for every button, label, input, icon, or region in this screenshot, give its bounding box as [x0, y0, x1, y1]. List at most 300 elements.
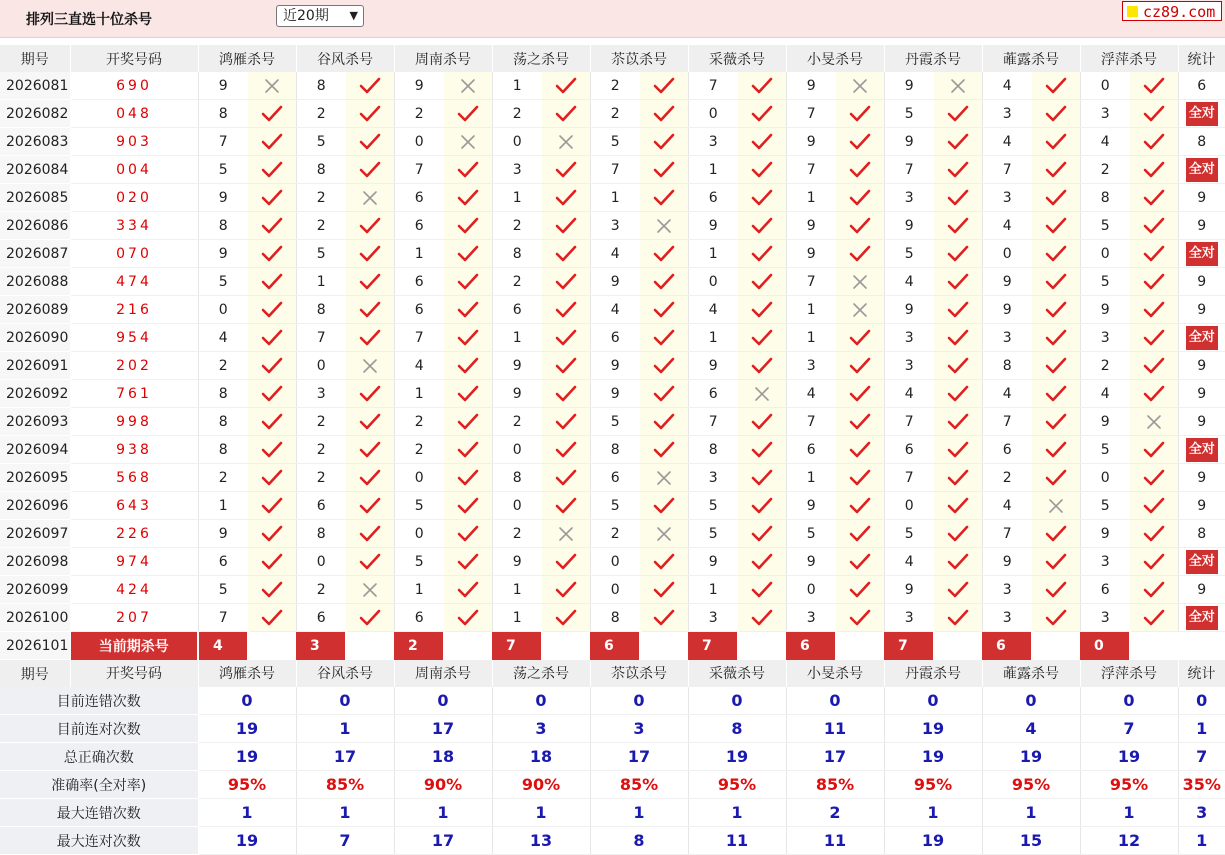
check-icon — [640, 240, 688, 268]
current-row — [0, 632, 1225, 660]
issue-number: 2026085 — [0, 184, 70, 212]
check-icon — [1130, 240, 1178, 268]
kill-number: 9 — [786, 212, 836, 240]
check-icon — [640, 548, 688, 576]
check-icon — [738, 352, 786, 380]
check-icon — [1130, 520, 1178, 548]
check-icon — [836, 492, 884, 520]
all-correct-badge: 全对 — [1186, 438, 1218, 462]
col-header-expert: 采薇杀号 — [688, 660, 786, 688]
kill-number: 1 — [786, 296, 836, 324]
row-stat — [1178, 604, 1225, 632]
kill-number: 5 — [394, 548, 444, 576]
stats-value: 11 — [688, 827, 786, 855]
draw-number: 903 — [70, 128, 198, 156]
stats-value: 2 — [786, 799, 884, 827]
kill-number: 6 — [492, 296, 542, 324]
stats-value: 0 — [982, 687, 1080, 715]
table-row — [0, 548, 1225, 576]
cross-icon — [836, 296, 884, 324]
check-icon — [640, 296, 688, 324]
issue-number: 2026087 — [0, 240, 70, 268]
brand-logo[interactable] — [1122, 1, 1222, 21]
stats-value: 3 — [492, 715, 590, 743]
kill-number: 8 — [296, 156, 346, 184]
kill-number: 3 — [982, 184, 1032, 212]
check-icon — [934, 184, 982, 212]
kill-number: 1 — [688, 156, 738, 184]
col-header-expert: 荡之杀号 — [492, 45, 590, 72]
kill-number: 6 — [590, 464, 640, 492]
stats-value: 19 — [884, 715, 982, 743]
check-icon — [542, 296, 590, 324]
kill-number: 7 — [786, 100, 836, 128]
kill-number: 7 — [884, 464, 934, 492]
col-header-expert: 谷风杀号 — [296, 660, 394, 688]
kill-number: 2 — [296, 184, 346, 212]
stats-value: 17 — [590, 743, 688, 771]
check-icon — [542, 324, 590, 352]
stats-value: 85% — [590, 771, 688, 799]
draw-number: 207 — [70, 604, 198, 632]
table-row — [0, 520, 1225, 548]
col-header-draw: 开奖号码 — [70, 660, 198, 688]
kill-number: 7 — [590, 156, 640, 184]
check-icon — [1130, 72, 1178, 100]
current-gap — [738, 632, 786, 660]
kill-number: 9 — [1080, 520, 1130, 548]
kill-number: 2 — [492, 408, 542, 436]
stats-value: 1 — [296, 799, 394, 827]
col-header-expert: 荡之杀号 — [492, 660, 590, 688]
check-icon — [542, 576, 590, 604]
cross-icon — [542, 520, 590, 548]
stats-value: 1 — [884, 799, 982, 827]
all-correct-badge: 全对 — [1186, 158, 1218, 182]
kill-number: 9 — [198, 72, 248, 100]
check-icon — [836, 212, 884, 240]
check-icon — [1032, 128, 1080, 156]
col-header-stat: 统计 — [1178, 45, 1225, 72]
kill-number: 3 — [688, 128, 738, 156]
check-icon — [542, 604, 590, 632]
kill-number: 3 — [982, 100, 1032, 128]
stats-value: 1 — [982, 799, 1080, 827]
check-icon — [1032, 464, 1080, 492]
row-stat — [1178, 268, 1225, 296]
kill-number: 0 — [884, 492, 934, 520]
current-kill-number: 6 — [786, 632, 836, 660]
current-gap — [346, 632, 394, 660]
stats-value: 17 — [296, 743, 394, 771]
kill-number: 6 — [884, 436, 934, 464]
issue-number: 2026096 — [0, 492, 70, 520]
stats-row — [0, 687, 1225, 715]
kill-number: 0 — [492, 492, 542, 520]
stats-value: 0 — [394, 687, 492, 715]
cross-icon — [934, 72, 982, 100]
header-row — [0, 660, 1225, 688]
check-icon — [248, 240, 296, 268]
check-icon — [444, 352, 492, 380]
check-icon — [640, 380, 688, 408]
kill-number: 2 — [982, 464, 1032, 492]
check-icon — [542, 548, 590, 576]
row-stat — [1178, 184, 1225, 212]
draw-number: 938 — [70, 436, 198, 464]
all-correct-badge: 全对 — [1186, 242, 1218, 266]
check-icon — [346, 548, 394, 576]
current-gap — [640, 632, 688, 660]
kill-number: 0 — [1080, 464, 1130, 492]
kill-number: 4 — [688, 296, 738, 324]
kill-number: 8 — [982, 352, 1032, 380]
current-kill-number: 3 — [296, 632, 346, 660]
current-gap — [934, 632, 982, 660]
kill-number: 9 — [688, 352, 738, 380]
stats-value: 0 — [296, 687, 394, 715]
col-header-expert: 丹霞杀号 — [884, 660, 982, 688]
check-icon — [934, 128, 982, 156]
all-correct-badge: 全对 — [1186, 102, 1218, 126]
kill-number: 9 — [982, 296, 1032, 324]
stat-count: 9 — [1197, 357, 1207, 374]
check-icon — [934, 352, 982, 380]
current-gap — [1032, 632, 1080, 660]
row-stat — [1178, 212, 1225, 240]
kill-number: 7 — [982, 156, 1032, 184]
row-stat — [1178, 408, 1225, 436]
current-kill-number: 6 — [982, 632, 1032, 660]
col-header-expert: 苶苡杀号 — [590, 660, 688, 688]
kill-number: 7 — [786, 268, 836, 296]
kill-number: 9 — [492, 352, 542, 380]
kill-number: 4 — [786, 380, 836, 408]
check-icon — [542, 408, 590, 436]
check-icon — [542, 184, 590, 212]
kill-number: 5 — [1080, 212, 1130, 240]
check-icon — [346, 100, 394, 128]
kill-number: 0 — [590, 576, 640, 604]
check-icon — [1130, 604, 1178, 632]
check-icon — [1032, 352, 1080, 380]
kill-number: 3 — [884, 324, 934, 352]
kill-number: 0 — [982, 240, 1032, 268]
kill-number: 2 — [492, 268, 542, 296]
check-icon — [640, 268, 688, 296]
check-icon — [346, 380, 394, 408]
kill-number: 4 — [982, 128, 1032, 156]
stats-value: 11 — [786, 715, 884, 743]
check-icon — [248, 324, 296, 352]
stat-count: 9 — [1197, 497, 1207, 514]
kill-number: 7 — [688, 408, 738, 436]
check-icon — [738, 296, 786, 324]
stats-row — [0, 743, 1225, 771]
draw-number: 048 — [70, 100, 198, 128]
cross-icon — [346, 352, 394, 380]
kill-number: 2 — [394, 100, 444, 128]
check-icon — [738, 100, 786, 128]
check-icon — [934, 380, 982, 408]
stats-value: 17 — [394, 715, 492, 743]
check-icon — [248, 492, 296, 520]
check-icon — [346, 492, 394, 520]
check-icon — [444, 408, 492, 436]
stats-value: 15 — [982, 827, 1080, 855]
draw-number: 474 — [70, 268, 198, 296]
issue-number: 2026092 — [0, 380, 70, 408]
check-icon — [640, 184, 688, 212]
kill-number: 1 — [688, 576, 738, 604]
check-icon — [738, 72, 786, 100]
check-icon — [738, 240, 786, 268]
check-icon — [1032, 72, 1080, 100]
period-select[interactable] — [276, 5, 364, 27]
kill-number: 7 — [198, 128, 248, 156]
period-select-value: 近20期 — [283, 8, 329, 24]
kill-number: 3 — [786, 604, 836, 632]
check-icon — [738, 128, 786, 156]
table-row — [0, 268, 1225, 296]
current-gap — [1130, 632, 1178, 660]
table-row — [0, 436, 1225, 464]
col-header-expert: 鸿雁杀号 — [198, 45, 296, 72]
all-correct-badge: 全对 — [1186, 326, 1218, 350]
cross-icon — [640, 212, 688, 240]
issue-number: 2026084 — [0, 156, 70, 184]
check-icon — [248, 436, 296, 464]
row-stat — [1178, 324, 1225, 352]
check-icon — [346, 156, 394, 184]
kill-number: 4 — [1080, 128, 1130, 156]
all-correct-badge: 全对 — [1186, 550, 1218, 574]
check-icon — [444, 100, 492, 128]
kill-number: 2 — [296, 408, 346, 436]
check-icon — [248, 604, 296, 632]
kill-number: 5 — [296, 240, 346, 268]
kill-number: 1 — [786, 324, 836, 352]
kill-number: 6 — [394, 268, 444, 296]
stats-label: 目前连错次数 — [0, 687, 198, 715]
stat-count: 9 — [1197, 301, 1207, 318]
issue-number: 2026089 — [0, 296, 70, 324]
check-icon — [836, 100, 884, 128]
check-icon — [836, 408, 884, 436]
check-icon — [542, 492, 590, 520]
stat-count: 6 — [1197, 77, 1207, 94]
check-icon — [738, 212, 786, 240]
kill-number: 5 — [1080, 268, 1130, 296]
kill-number: 5 — [198, 268, 248, 296]
stats-value: 0 — [1080, 687, 1178, 715]
check-icon — [934, 324, 982, 352]
check-icon — [836, 576, 884, 604]
kill-number: 4 — [394, 352, 444, 380]
check-icon — [738, 492, 786, 520]
check-icon — [836, 240, 884, 268]
check-icon — [836, 128, 884, 156]
stats-value: 8 — [688, 715, 786, 743]
kill-number: 5 — [394, 492, 444, 520]
kill-number: 2 — [590, 72, 640, 100]
stats-value: 90% — [394, 771, 492, 799]
check-icon — [934, 604, 982, 632]
check-icon — [738, 156, 786, 184]
table-row — [0, 128, 1225, 156]
kill-number: 9 — [492, 548, 542, 576]
kill-number: 1 — [786, 464, 836, 492]
stats-value: 17 — [786, 743, 884, 771]
check-icon — [248, 520, 296, 548]
check-icon — [1032, 576, 1080, 604]
kill-number: 1 — [394, 240, 444, 268]
kill-number: 7 — [786, 408, 836, 436]
kill-number: 2 — [492, 212, 542, 240]
check-icon — [248, 464, 296, 492]
stats-value: 0 — [198, 687, 296, 715]
cross-icon — [836, 268, 884, 296]
check-icon — [1032, 436, 1080, 464]
check-icon — [836, 156, 884, 184]
current-gap — [542, 632, 590, 660]
stats-label: 最大连错次数 — [0, 799, 198, 827]
check-icon — [738, 408, 786, 436]
kill-number: 2 — [590, 100, 640, 128]
kill-number: 8 — [296, 296, 346, 324]
col-header-stat: 统计 — [1178, 660, 1225, 688]
kill-number: 6 — [394, 604, 444, 632]
check-icon — [1130, 100, 1178, 128]
check-icon — [934, 492, 982, 520]
col-header-expert: 小旻杀号 — [786, 45, 884, 72]
issue-number: 2026081 — [0, 72, 70, 100]
check-icon — [1130, 352, 1178, 380]
kill-number: 9 — [786, 240, 836, 268]
current-kill-number: 7 — [688, 632, 738, 660]
kill-number: 1 — [492, 184, 542, 212]
row-stat — [1178, 128, 1225, 156]
col-header-expert: 蓶露杀号 — [982, 45, 1080, 72]
kill-number: 9 — [786, 72, 836, 100]
kill-number: 8 — [198, 408, 248, 436]
kill-number: 5 — [198, 156, 248, 184]
stats-value: 8 — [590, 827, 688, 855]
col-header-expert: 周南杀号 — [394, 660, 492, 688]
stats-value: 1 — [492, 799, 590, 827]
row-stat — [1178, 548, 1225, 576]
check-icon — [640, 408, 688, 436]
kill-number: 8 — [492, 240, 542, 268]
check-icon — [248, 268, 296, 296]
stats-value: 0 — [590, 687, 688, 715]
check-icon — [1032, 520, 1080, 548]
check-icon — [738, 184, 786, 212]
current-kill-number: 4 — [198, 632, 248, 660]
check-icon — [248, 352, 296, 380]
check-icon — [1032, 604, 1080, 632]
kill-number: 2 — [296, 436, 346, 464]
kill-number: 9 — [198, 520, 248, 548]
kill-number: 1 — [688, 240, 738, 268]
check-icon — [444, 576, 492, 604]
check-icon — [1032, 156, 1080, 184]
table-row — [0, 240, 1225, 268]
check-icon — [934, 520, 982, 548]
check-icon — [346, 520, 394, 548]
kill-number: 7 — [786, 156, 836, 184]
check-icon — [640, 128, 688, 156]
check-icon — [934, 212, 982, 240]
kill-number: 1 — [492, 324, 542, 352]
kill-number: 3 — [590, 212, 640, 240]
kill-number: 0 — [492, 436, 542, 464]
draw-number: 424 — [70, 576, 198, 604]
issue-number: 2026094 — [0, 436, 70, 464]
kill-number: 9 — [884, 576, 934, 604]
kill-number: 7 — [982, 520, 1032, 548]
check-icon — [1130, 268, 1178, 296]
kill-number: 6 — [394, 212, 444, 240]
cross-icon — [346, 576, 394, 604]
kill-number: 4 — [590, 296, 640, 324]
kill-number: 9 — [688, 212, 738, 240]
kill-number: 1 — [394, 576, 444, 604]
kill-number: 4 — [884, 548, 934, 576]
kill-number: 0 — [296, 548, 346, 576]
check-icon — [542, 268, 590, 296]
kill-number: 4 — [198, 324, 248, 352]
stats-total: 0 — [1178, 687, 1225, 715]
kill-number: 0 — [1080, 72, 1130, 100]
stats-value: 0 — [884, 687, 982, 715]
kill-number: 2 — [198, 352, 248, 380]
stat-count: 9 — [1197, 217, 1207, 234]
check-icon — [640, 72, 688, 100]
stat-count: 9 — [1197, 189, 1207, 206]
check-icon — [248, 576, 296, 604]
current-label: 当前期杀号 — [70, 632, 198, 660]
kill-number: 6 — [198, 548, 248, 576]
table-row — [0, 296, 1225, 324]
check-icon — [934, 436, 982, 464]
stats-total: 1 — [1178, 715, 1225, 743]
stats-value: 19 — [1080, 743, 1178, 771]
stats-value: 19 — [198, 743, 296, 771]
col-header-expert: 浮萍杀号 — [1080, 45, 1178, 72]
stats-value: 7 — [296, 827, 394, 855]
stats-value: 4 — [982, 715, 1080, 743]
draw-number: 334 — [70, 212, 198, 240]
stats-value: 19 — [688, 743, 786, 771]
check-icon — [346, 296, 394, 324]
kill-number: 9 — [884, 296, 934, 324]
check-icon — [542, 212, 590, 240]
check-icon — [248, 296, 296, 324]
kill-number: 8 — [296, 72, 346, 100]
check-icon — [1032, 380, 1080, 408]
stats-value: 0 — [786, 687, 884, 715]
check-icon — [640, 576, 688, 604]
stat-count: 9 — [1197, 413, 1207, 430]
kill-number: 7 — [394, 324, 444, 352]
kill-number: 6 — [394, 184, 444, 212]
check-icon — [542, 464, 590, 492]
draw-number: 643 — [70, 492, 198, 520]
kill-number: 2 — [296, 464, 346, 492]
issue-number: 2026099 — [0, 576, 70, 604]
kill-number: 9 — [982, 268, 1032, 296]
